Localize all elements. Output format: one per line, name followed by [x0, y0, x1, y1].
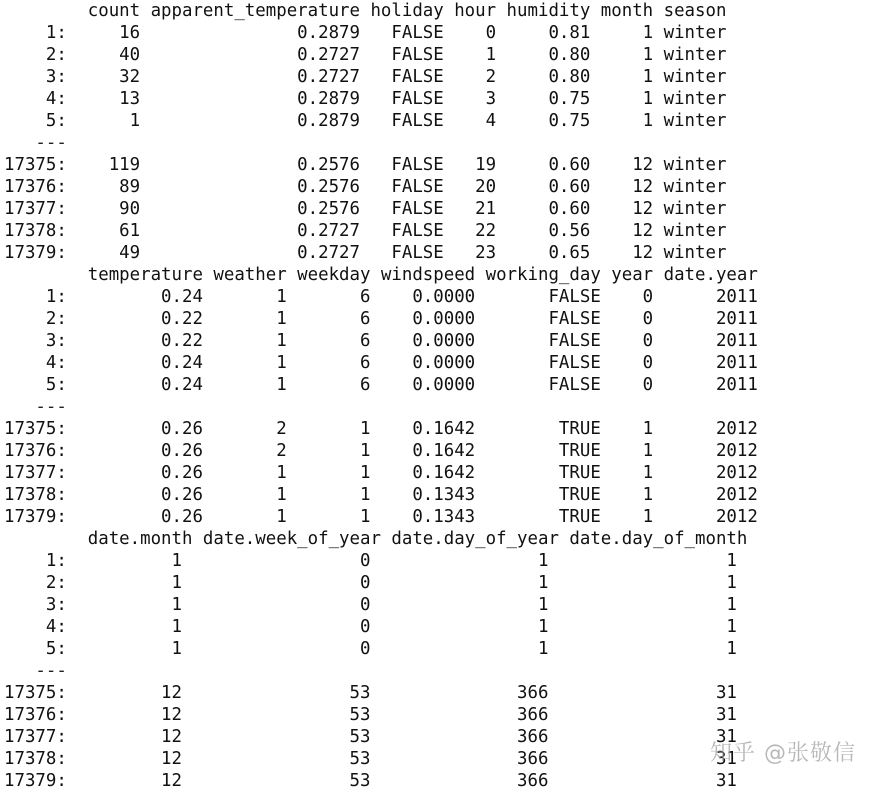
console-line: 5: 0.24 1 6 0.0000 FALSE 0 2011: [4, 375, 758, 395]
console-line: 1: 16 0.2879 FALSE 0 0.81 1 winter: [4, 23, 727, 43]
console-line: 17379: 12 53 366 31: [4, 771, 737, 791]
console-line: 1: 0.24 1 6 0.0000 FALSE 0 2011: [4, 287, 758, 307]
console-line: 17377: 0.26 1 1 0.1642 TRUE 1 2012: [4, 463, 758, 483]
console-line: 17377: 12 53 366 31: [4, 727, 737, 747]
console-line: 5: 1 0.2879 FALSE 4 0.75 1 winter: [4, 111, 727, 131]
console-line: 2: 1 0 1 1: [4, 573, 737, 593]
console-line: 4: 13 0.2879 FALSE 3 0.75 1 winter: [4, 89, 727, 109]
console-line: 17375: 0.26 2 1 0.1642 TRUE 1 2012: [4, 419, 758, 439]
console-line: 17379: 0.26 1 1 0.1343 TRUE 1 2012: [4, 507, 758, 527]
row-separator: ---: [4, 133, 67, 153]
console-line: 17377: 90 0.2576 FALSE 21 0.60 12 winter: [4, 199, 727, 219]
console-line: 2: 0.22 1 6 0.0000 FALSE 0 2011: [4, 309, 758, 329]
console-line: 17376: 89 0.2576 FALSE 20 0.60 12 winter: [4, 177, 727, 197]
console-line: 4: 1 0 1 1: [4, 617, 737, 637]
console-line: 17376: 12 53 366 31: [4, 705, 737, 725]
console-line: 5: 1 0 1 1: [4, 639, 737, 659]
console-line: 3: 0.22 1 6 0.0000 FALSE 0 2011: [4, 331, 758, 351]
row-separator: ---: [4, 397, 67, 417]
console-line: date.month date.week_of_year date.day_of_year date.day_of_month: [4, 529, 748, 549]
console-line: 2: 40 0.2727 FALSE 1 0.80 1 winter: [4, 45, 727, 65]
console-line: 1: 1 0 1 1: [4, 551, 737, 571]
console-line: 17379: 49 0.2727 FALSE 23 0.65 12 winter: [4, 243, 727, 263]
console-line: 4: 0.24 1 6 0.0000 FALSE 0 2011: [4, 353, 758, 373]
console-line: 17378: 61 0.2727 FALSE 22 0.56 12 winter: [4, 221, 727, 241]
console-line: 17376: 0.26 2 1 0.1642 TRUE 1 2012: [4, 441, 758, 461]
console-line: temperature weather weekday windspeed working_day year date.year: [4, 265, 758, 285]
console-line: 17378: 0.26 1 1 0.1343 TRUE 1 2012: [4, 485, 758, 505]
console-line: 3: 32 0.2727 FALSE 2 0.80 1 winter: [4, 67, 727, 87]
console-output: [4, 0, 758, 792]
console-line: 17375: 119 0.2576 FALSE 19 0.60 12 winter: [4, 155, 727, 175]
watermark-text: 知乎 @张敬信: [710, 741, 856, 766]
console-line: 3: 1 0 1 1: [4, 595, 737, 615]
console-line: 17378: 12 53 366 31: [4, 749, 737, 769]
console-line: 17375: 12 53 366 31: [4, 683, 737, 703]
row-separator: ---: [4, 661, 67, 681]
console-line: count apparent_temperature holiday hour humidity month season: [4, 1, 727, 21]
